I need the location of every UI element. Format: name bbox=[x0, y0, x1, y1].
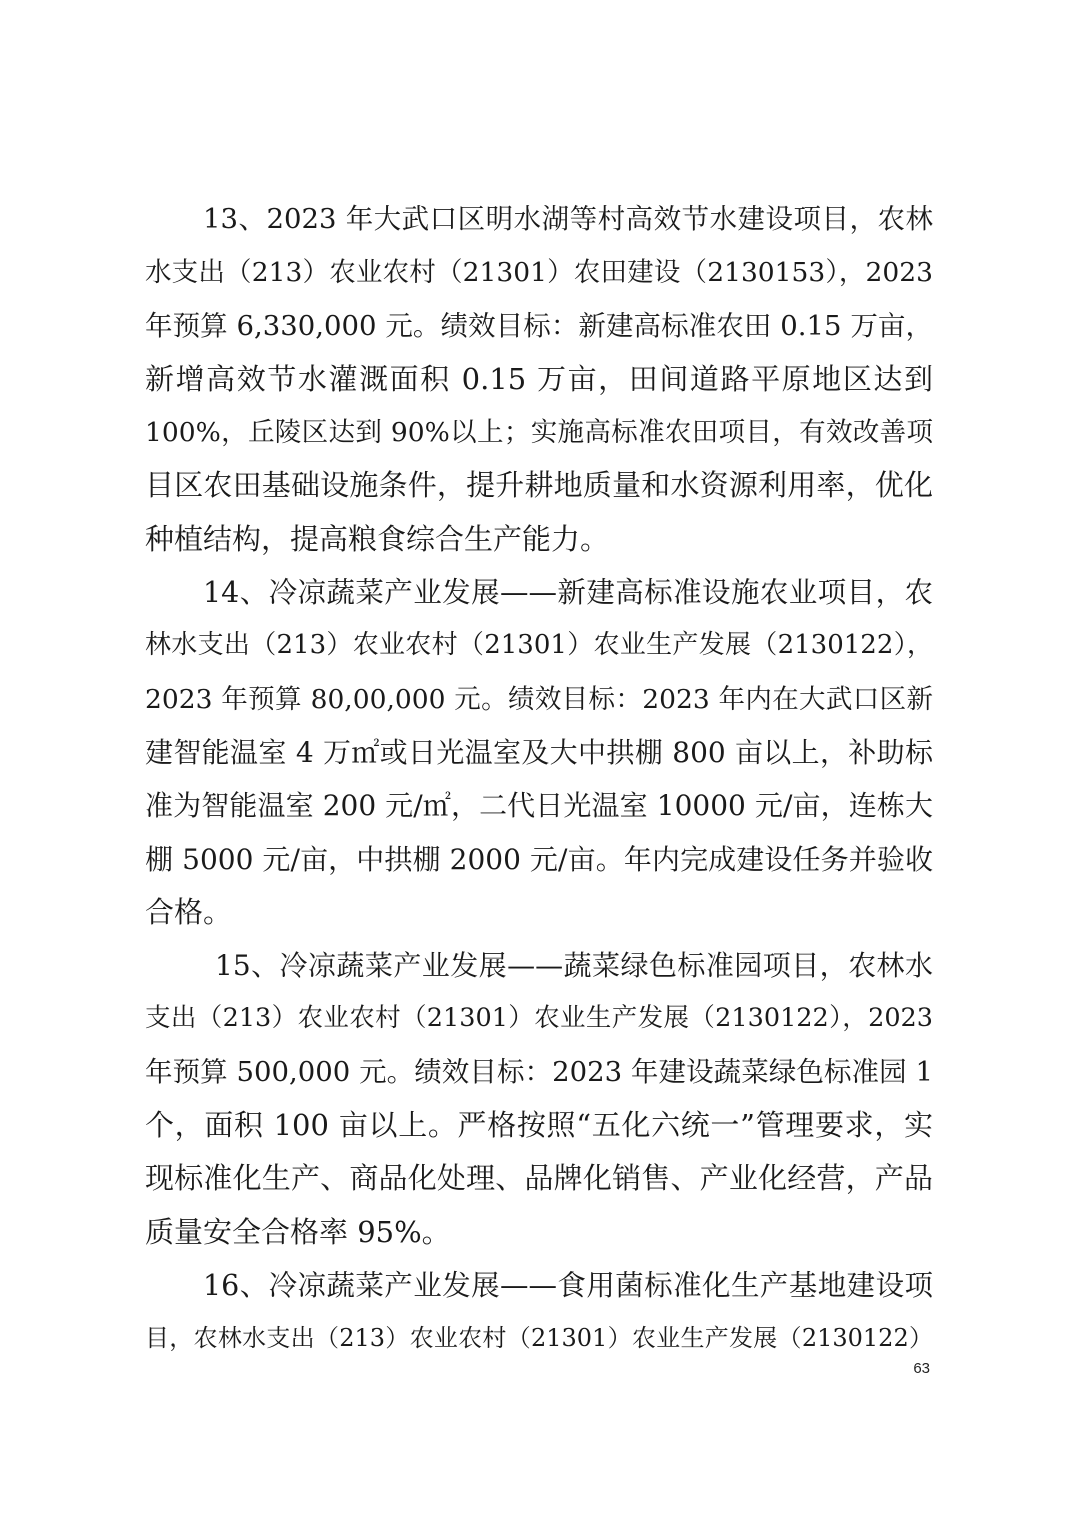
page-number: 63 bbox=[913, 1360, 930, 1377]
text-line: 目，农林水支出（213）农业农村（21301）农业生产发展（2130122） bbox=[145, 1324, 933, 1353]
text-line: 质量安全合格率 95%。 bbox=[145, 1214, 451, 1249]
text-line: 目区农田基础设施条件，提升耕地质量和水资源利用率，优化 bbox=[145, 468, 933, 503]
text-line: 16、冷凉蔬菜产业发展——食用菌标准化生产基地建设项 bbox=[203, 1268, 933, 1302]
text-line: 水支出（213）农业农村（21301）农田建设（2130153），2023 bbox=[145, 257, 933, 289]
paragraph-15 bbox=[145, 939, 933, 1259]
text-line: 2023 年预算 80,00,000 元。绩效目标：2023 年内在大武口区新 bbox=[145, 683, 933, 715]
text-line: 种植结构，提高粮食综合生产能力。 bbox=[145, 521, 610, 556]
text-line: 100%，丘陵区达到 90%以上；实施高标准农田项目，有效改善项 bbox=[145, 417, 933, 449]
text-line: 13、2023 年大武口区明水湖等村高效节水建设项目，农林 bbox=[203, 203, 933, 235]
text-line: 林水支出（213）农业农村（21301）农业生产发展（2130122）， bbox=[145, 630, 933, 661]
text-line: 15、冷凉蔬菜产业发展——蔬菜绿色标准园项目，农林水 bbox=[215, 949, 933, 983]
text-line: 年预算 6,330,000 元。绩效目标：新建高标准农田 0.15 万亩， bbox=[145, 309, 933, 342]
text-line: 支出（213）农业农村（21301）农业生产发展（2130122），2023 bbox=[145, 1003, 933, 1034]
text-line: 建智能温室 4 万㎡或日光温室及大中拱棚 800 亩以上，补助标 bbox=[145, 735, 933, 769]
text-line: 年预算 500,000 元。绩效目标：2023 年建设蔬菜绿色标准园 1 bbox=[145, 1055, 933, 1088]
text-line: 合格。 bbox=[145, 894, 233, 929]
paragraph-13 bbox=[145, 193, 933, 566]
text-line: 14、冷凉蔬菜产业发展——新建高标准设施农业项目，农 bbox=[203, 576, 933, 610]
text-line: 棚 5000 元/亩，中拱棚 2000 元/亩。年内完成建设任务并验收 bbox=[145, 842, 933, 876]
text-line: 现标准化生产、商品化处理、品牌化销售、产业化经营，产品 bbox=[145, 1161, 933, 1196]
paragraph-14 bbox=[145, 566, 933, 939]
text-line: 个，面积 100 亩以上。严格按照“五化六统一”管理要求，实 bbox=[145, 1108, 933, 1143]
text-line: 准为智能温室 200 元/㎡，二代日光温室 10000 元/亩，连栋大 bbox=[145, 789, 933, 823]
body-text bbox=[145, 193, 933, 1366]
paragraph-16 bbox=[145, 1259, 933, 1366]
text-line: 新增高效节水灌溉面积 0.15 万亩，田间道路平原地区达到 bbox=[145, 361, 933, 396]
